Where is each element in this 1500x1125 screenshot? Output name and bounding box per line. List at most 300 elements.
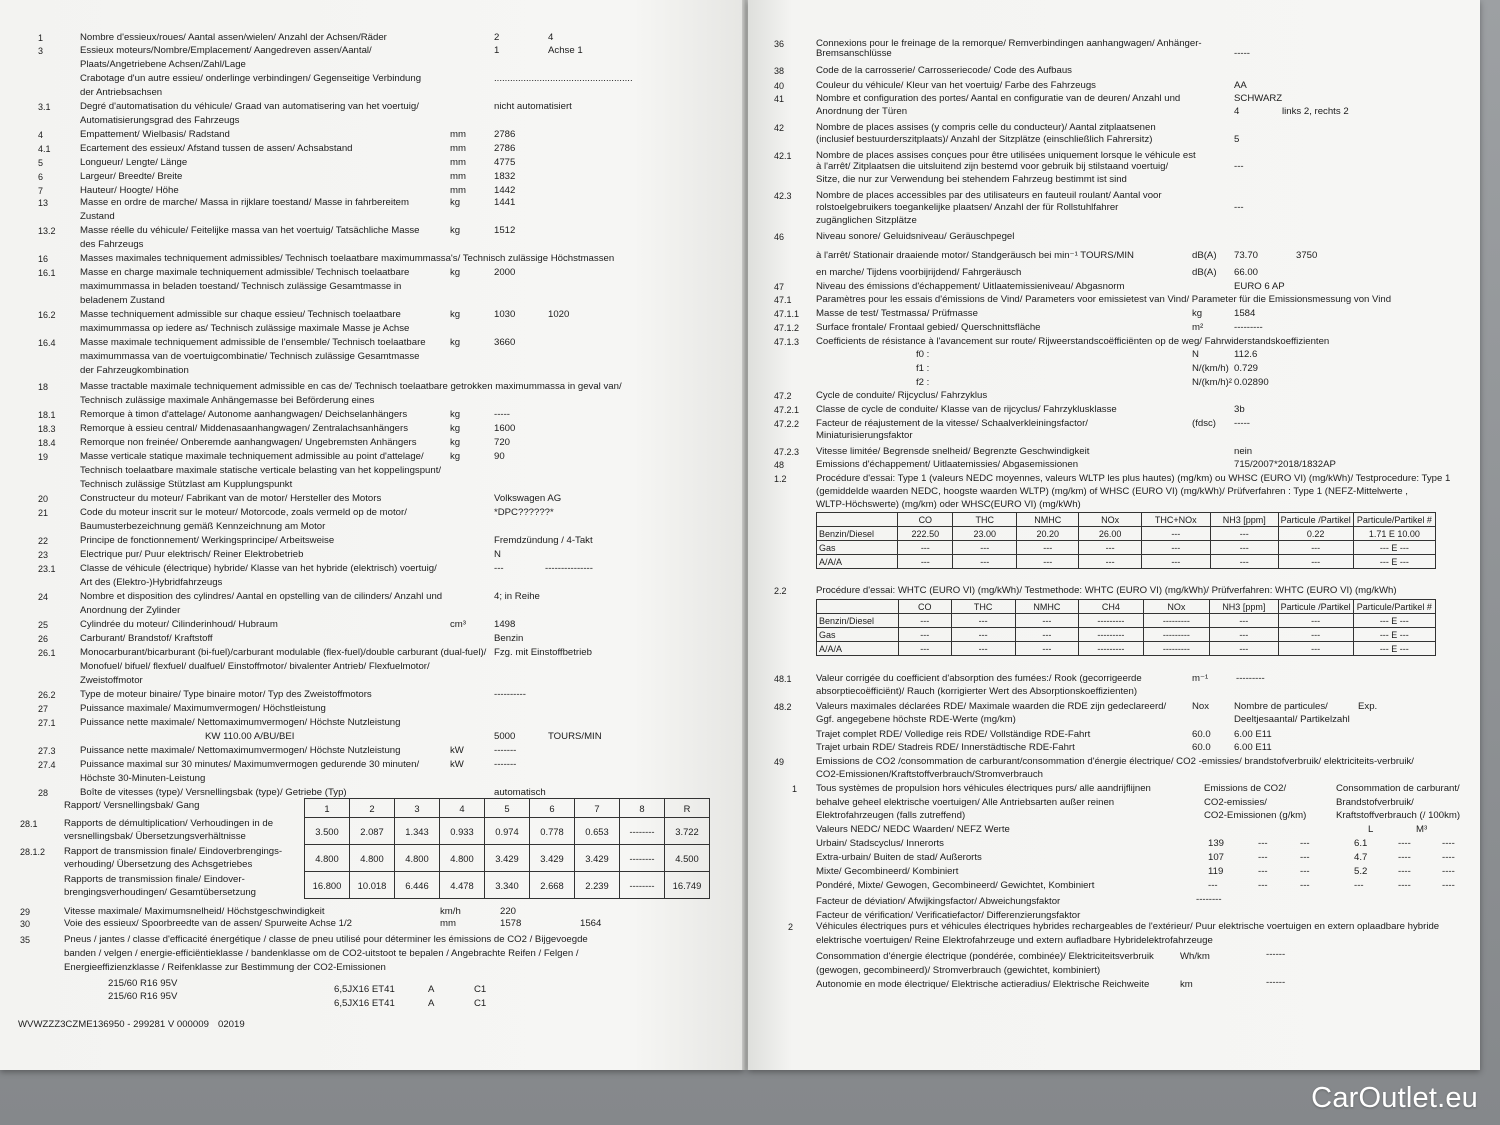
row-number: 2.2 xyxy=(774,586,787,596)
row-value: 1832 xyxy=(494,171,516,182)
row-label: Emissions de CO2 /consommation de carburant/consommation d'énergie électrique/ CO2 -emissies/ brandstofverbruik/ elektriciteits-verbruik/ xyxy=(816,756,1414,767)
row-label: behalve geheel elektrische voertuigen/ Alle Antriebsarten außer reinen xyxy=(816,797,1115,808)
row-number: 16 xyxy=(38,254,49,264)
row-label: Masse en ordre de marche/ Massa in rijklare toestand/ Masse in fahrbereitem xyxy=(80,197,409,208)
row-value: 1441 xyxy=(494,197,516,208)
row-unit: kg xyxy=(1192,308,1203,319)
row-label: KW 110.00 A/BU/BEI xyxy=(205,731,295,742)
row-label: f1 : xyxy=(916,363,930,374)
co2-value-2: --- xyxy=(1258,838,1268,849)
row-number: 19 xyxy=(38,452,49,462)
row-value: AA xyxy=(1234,80,1247,91)
row-number: 6 xyxy=(38,172,44,182)
row-number: 20 xyxy=(38,494,49,504)
consumption-col-heading: Consommation de carburant/ xyxy=(1336,783,1460,794)
gear-cell: 4.478 xyxy=(440,872,485,899)
gear-cell: -------- xyxy=(620,818,665,845)
row-label: versnellingsbak/ Übersetzungsverhältnisse xyxy=(64,831,246,842)
row-unit: mm xyxy=(450,157,466,168)
row-value: Volkswagen AG xyxy=(494,493,562,504)
row-value-2: Exp. xyxy=(1358,701,1378,712)
row-label: Valeurs maximales déclarées RDE/ Maximale waarden die RDE zijn gedeclareerd/ xyxy=(816,701,1167,712)
row-number: 28.1.2 xyxy=(20,847,46,857)
emission-cell: 26.00 xyxy=(1079,527,1141,541)
gear-cell: -------- xyxy=(620,872,665,899)
gear-cell: 4.800 xyxy=(350,845,395,872)
row-label: Rapport de transmission finale/ Eindoverbrengings- xyxy=(64,846,283,857)
row-label: Trajet complet RDE/ Volledige reis RDE/ Vollständige RDE-Fahrt xyxy=(816,729,1091,740)
row-number: 23.1 xyxy=(38,564,56,574)
gear-cell: 3.722 xyxy=(665,818,710,845)
row-label: Miniaturisierungsfaktor xyxy=(816,430,913,441)
row-number: 42.3 xyxy=(774,191,792,201)
gear-ratio-table xyxy=(304,798,710,899)
emission-cell: --- E --- xyxy=(1353,642,1435,656)
row-number: 13 xyxy=(38,198,49,208)
row-number: 18 xyxy=(38,382,49,392)
row-number: 4 xyxy=(38,130,44,140)
tyre-efficiency: A xyxy=(428,998,435,1009)
gear-cell: 2.087 xyxy=(350,818,395,845)
emission-cell: --- xyxy=(1141,541,1210,555)
emission-cell: --- E --- xyxy=(1353,541,1435,555)
row-value: 2786 xyxy=(494,129,516,140)
row-number: 27.3 xyxy=(38,746,56,756)
row-label: Zustand xyxy=(80,211,115,222)
row-number: 36 xyxy=(774,39,785,49)
row-value-2: 4 xyxy=(548,32,554,43)
gear-cell: 3.500 xyxy=(305,818,350,845)
row-label: beladenem Zustand xyxy=(80,295,165,306)
row-value: 1512 xyxy=(494,225,516,236)
row-number: 27 xyxy=(38,704,49,714)
row-unit: mm xyxy=(450,129,466,140)
row-label: Facteur de vérification/ Verificatiefactor/ Differenzierungsfaktor xyxy=(816,910,1081,921)
row-label: Puissance maximal sur 30 minutes/ Maximumvermogen gedurende 30 minuten/ xyxy=(80,759,420,770)
row-label: Facteur de réajustement de la vitesse/ Schaalverkleiningsfactor/ xyxy=(816,418,1088,429)
row-label: Valeurs NEDC/ NEDC Waarden/ NEFZ Werte xyxy=(816,824,1010,835)
rim-size: 6,5JX16 ET41 xyxy=(334,984,395,995)
emission-cell: --- xyxy=(1210,527,1278,541)
emission-col-header: THC xyxy=(951,600,1015,614)
fuel-litre-value: 6.1 xyxy=(1354,838,1368,849)
row-value: 1498 xyxy=(494,619,516,630)
row-value: nein xyxy=(1234,446,1253,457)
row-label: Emissions d'échappement/ Uitlaatemissies/ Abgasemissionen xyxy=(816,459,1079,470)
row-unit: kg xyxy=(450,309,461,320)
gear-cell: 4.800 xyxy=(305,845,350,872)
row-value-2: 3750 xyxy=(1296,250,1318,261)
row-value: 4; in Reihe xyxy=(494,591,540,602)
row-value: ----- xyxy=(1234,48,1250,59)
row-number: 49 xyxy=(774,757,785,767)
row-label: maximummassa van de voertuigcombinatie/ Technisch zulässige Gesamtmasse xyxy=(80,351,420,362)
emission-cell: --- xyxy=(1210,614,1279,628)
co2-value-2: --- xyxy=(1258,852,1268,863)
row-number: 13.2 xyxy=(38,226,56,236)
row-value: 5 xyxy=(1234,134,1240,145)
emission-cell: --------- xyxy=(1079,642,1144,656)
row-label: Code du moteur inscrit sur le moteur/ Motorcode, zoals vermeld op de motor/ xyxy=(80,507,407,518)
row-label: Code de la carrosserie/ Carrosseriecode/ Code des Aufbaus xyxy=(816,65,1072,76)
gear-cell: 3.429 xyxy=(575,845,620,872)
gear-cell: 4.800 xyxy=(440,845,485,872)
row-label: Anordnung der Türen xyxy=(816,106,908,117)
row-label: Classe de véhicule (électrique) hybride/ Klasse van het hybride (elektrisch) voertuig/ xyxy=(80,563,437,574)
row-label: banden / velgen / energie-efficiëntieklasse / bandenklasse om de CO2-uitstoot te bepalen / Angebrachte Reifen / Felgen / xyxy=(64,948,579,959)
row-label: Cylindrée du moteur/ Cilinderinhoud/ Hubraum xyxy=(80,619,278,630)
row-label: Niveau sonore/ Geluidsniveau/ Geräuschpegel xyxy=(816,231,1015,242)
row-number: 38 xyxy=(774,66,785,76)
consumption-col-heading: Kraftstoffverbrauch (/ 100km) xyxy=(1336,810,1461,821)
row-value: 0.02890 xyxy=(1234,377,1269,388)
row-unit: kg xyxy=(450,451,461,462)
row-number: 23 xyxy=(38,550,49,560)
emission-row-label: A/A/A xyxy=(817,555,898,569)
row-number: 47.2 xyxy=(774,391,792,401)
row-value: --- xyxy=(1234,161,1244,172)
co2-row-label: Urbain/ Stadscyclus/ Innerorts xyxy=(816,838,944,849)
fuel-litre-value: 5.2 xyxy=(1354,866,1368,877)
row-value: SCHWARZ xyxy=(1234,93,1283,104)
row-value: ------- xyxy=(494,759,517,770)
watermark-logo: CarOutlet.eu xyxy=(1311,1082,1478,1114)
gear-cell: 0.653 xyxy=(575,818,620,845)
row-label: Nombre de places assises conçues pour être utilisées uniquement lorsque le véhicule est xyxy=(816,150,1196,161)
row-value: 3b xyxy=(1234,404,1245,415)
emission-col-header: THC+NOx xyxy=(1141,513,1210,527)
row-unit: (fdsc) xyxy=(1192,418,1216,429)
row-label: Masse réelle du véhicule/ Feitelijke massa van het voertuig/ Tatsächliche Masse xyxy=(80,225,420,236)
row-label: Facteur de déviation/ Afwijkingsfactor/ Abweichungsfaktor xyxy=(816,896,1061,907)
co2-value: 119 xyxy=(1208,866,1224,877)
emission-cell: --- xyxy=(1017,541,1079,555)
document-footer-vin: WVWZZZ3CZME136950 - 299281 V 000009 xyxy=(18,1019,209,1030)
row-value: 3660 xyxy=(494,337,516,348)
row-value: 4775 xyxy=(494,157,516,168)
row-value: ------ xyxy=(1266,949,1286,960)
gear-cell: -------- xyxy=(620,845,665,872)
row-label: der Antriebsachsen xyxy=(80,87,163,98)
row-label: Sitze, die nur zur Verwendung bei stehendem Fahrzeug bestimmt ist sind xyxy=(816,174,1127,185)
row-number: 26 xyxy=(38,634,49,644)
row-label: Remorque à essieu central/ Middenasaanhangwagen/ Zentralachsanhängers xyxy=(80,423,408,434)
emission-cell: --- xyxy=(1079,541,1141,555)
row-value: --------- xyxy=(1234,322,1263,333)
row-label: verhouding/ Übersetzung des Achsgetriebes xyxy=(64,859,253,870)
row-label: Véhicules électriques purs et véhicules électriques hybrides rechargeables de l'extérieur/ Puur elektrische voertuigen en extern oplaadbare hybride xyxy=(816,921,1440,932)
emission-col-header: NMHC xyxy=(1015,600,1078,614)
row-value: 2786 xyxy=(494,143,516,154)
row-value-2: TOURS/MIN xyxy=(548,731,602,742)
row-value: -------- xyxy=(1196,894,1222,905)
fuel-m3-value: ---- xyxy=(1398,866,1411,877)
row-unit: dB(A) xyxy=(1192,250,1217,261)
row-value: automatisch xyxy=(494,787,546,798)
fuel-value-3: ---- xyxy=(1442,880,1455,891)
row-label: en marche/ Tijdens voorbijrijdend/ Fahrgeräusch xyxy=(816,267,1022,278)
emissions-table-type1 xyxy=(816,512,1436,569)
row-label: Couleur du véhicule/ Kleur van het voertuig/ Farbe des Fahrzeugs xyxy=(816,80,1096,91)
row-label: Consommation d'énergie électrique (pondérée, combinée)/ Elektriciteitsverbruik xyxy=(816,951,1154,962)
row-value: Fremdzündung / 4-Takt xyxy=(494,535,593,546)
emission-col-header: Particule/Partikel # xyxy=(1353,513,1435,527)
emission-row-label: Benzin/Diesel xyxy=(817,614,899,628)
row-label: WLTP-Höchswerte) (mg/km) oder WHSC(EURO VI) (mg/kWh) xyxy=(816,499,1081,510)
emission-row-label: Benzin/Diesel xyxy=(817,527,898,541)
row-number: 27.1 xyxy=(38,718,56,728)
co2-row-label: Pondéré, Mixte/ Gewogen, Gecombineerd/ Gewichtet, Kombiniert xyxy=(816,880,1095,891)
row-number: 18.4 xyxy=(38,438,56,448)
row-value: 1030 xyxy=(494,309,516,320)
row-number: 42.1 xyxy=(774,151,792,161)
row-label: Elektrofahrzeugen (falls zutreffend) xyxy=(816,810,966,821)
emission-cell: --- xyxy=(1210,642,1279,656)
row-label: Vitesse maximale/ Maximumsnelheid/ Höchstgeschwindigkeit xyxy=(64,906,325,917)
row-label: Voie des essieux/ Spoorbreedte van de assen/ Spurweite Achse 1/2 xyxy=(64,918,352,929)
row-label: Carburant/ Brandstof/ Kraftstoff xyxy=(80,633,213,644)
gear-cell: 6.446 xyxy=(395,872,440,899)
emission-col-header: NH3 [ppm] xyxy=(1210,513,1278,527)
emission-col-header: THC xyxy=(953,513,1017,527)
gear-cell: 16.749 xyxy=(665,872,710,899)
row-label: maximummassa in beladen toestand/ Technisch zulässige Gesamtmasse in xyxy=(80,281,402,292)
row-label: Coefficients de résistance à l'avancement sur route/ Rijweerstandscoëfficiënten op de weg/ Fahrwiderstandskoeffizienten xyxy=(816,336,1330,347)
row-unit: Wh/km xyxy=(1180,951,1210,962)
emission-cell: --- xyxy=(1278,628,1353,642)
row-label: Valeur corrigée du coefficient d'absorption des fumées:/ Rook (gecorrigeerde xyxy=(816,673,1142,684)
row-label: Höchste 30-Minuten-Leistung xyxy=(80,773,206,784)
unit-cubic-metre: M³ xyxy=(1416,824,1428,835)
row-label: Degré d'automatisation du véhicule/ Graad van automatisering van het voertuig/ xyxy=(80,101,419,112)
row-label: Masse de test/ Testmassa/ Prüfmasse xyxy=(816,308,978,319)
row-value: 1578 xyxy=(500,918,522,929)
row-number: 47.1.1 xyxy=(774,309,800,319)
gear-cell: 4.500 xyxy=(665,845,710,872)
emission-col-header: NOx xyxy=(1079,513,1141,527)
row-value: 90 xyxy=(494,451,505,462)
row-number: 35 xyxy=(20,935,31,945)
row-unit: kW xyxy=(450,759,464,770)
row-number: 28.1 xyxy=(20,819,38,829)
emission-cell: 222.50 xyxy=(898,527,953,541)
co2-col-heading: Emissions de CO2/ xyxy=(1204,783,1287,794)
row-label: Technisch zulässige Stützlast am Kupplungspunkt xyxy=(80,479,293,490)
row-number: 5 xyxy=(38,158,44,168)
row-value: 1584 xyxy=(1234,308,1256,319)
row-value-2: links 2, rechts 2 xyxy=(1282,106,1349,117)
row-label: rolstoelgebruikers toegankelijke plaatsen/ Anzahl der für Rollstuhlfahrer xyxy=(816,202,1119,213)
row-value: EURO 6 AP xyxy=(1234,281,1285,292)
co2-row-label: Extra-urbain/ Buiten de stad/ Außerorts xyxy=(816,852,982,863)
row-number: 24 xyxy=(38,592,49,602)
row-label: Crabotage d'un autre essieu/ onderlinge verbindingen/ Gegenseitige Verbindung xyxy=(80,73,422,84)
emission-col-header: CO xyxy=(898,513,953,527)
gear-col-header: R xyxy=(665,799,710,818)
emission-cell: --------- xyxy=(1079,614,1144,628)
row-label: Ggf. angegebene höchste RDE-Werte (mg/km) xyxy=(816,714,1016,725)
row-label: Baumusterbezeichnung gemäß Kennzeichnung am Motor xyxy=(80,521,326,532)
row-value: 715/2007*2018/1832AP xyxy=(1234,459,1336,470)
row-number: 3.1 xyxy=(38,102,51,112)
co2-value-3: --- xyxy=(1300,852,1310,863)
row-number: 47.1.2 xyxy=(774,323,800,333)
emission-col-header xyxy=(817,600,899,614)
row-label: Nombre et configuration des portes/ Aantal en configuratie van de deuren/ Anzahl und xyxy=(816,93,1181,104)
row-number: 47.1 xyxy=(774,295,792,305)
row-label: Puissance nette maximale/ Nettomaximumvermogen/ Höchste Nutzleistung xyxy=(80,745,401,756)
row-number: 40 xyxy=(774,81,785,91)
emission-cell: --- xyxy=(1278,555,1353,569)
row-label: Rapports de transmission finale/ Eindover- xyxy=(64,874,245,885)
emission-cell: --- xyxy=(898,541,953,555)
emission-row-label: Gas xyxy=(817,541,898,555)
fuel-litre-value: --- xyxy=(1354,880,1364,891)
row-value-2: 1020 xyxy=(548,309,570,320)
row-value: Deeltjesaantal/ Partikelzahl xyxy=(1234,714,1350,725)
emission-cell: --- xyxy=(951,628,1015,642)
emission-cell: --- xyxy=(951,642,1015,656)
row-number: 7 xyxy=(38,186,44,196)
row-unit: kg xyxy=(450,267,461,278)
row-label: Nombre de places assises (y compris celle du conducteur)/ Aantal zitplaatsenen xyxy=(816,122,1156,133)
row-unit: dB(A) xyxy=(1192,267,1217,278)
emission-row-label: A/A/A xyxy=(817,642,899,656)
gear-col-header: 5 xyxy=(485,799,530,818)
row-number: 47.2.1 xyxy=(774,405,800,415)
row-label: Technisch zulässige maximale Anhängemasse bei Beförderung eines xyxy=(80,395,375,406)
row-label: Tous systèmes de propulsion hors véhicules électriques purs/ alle aandrijflijnen xyxy=(816,783,1151,794)
row-label: Vitesse limitée/ Begrensde snelheid/ Begrenzte Geschwindigkeit xyxy=(816,446,1090,457)
row-value: 73.70 xyxy=(1234,250,1259,261)
row-label: Empattement/ Wielbasis/ Radstand xyxy=(80,129,230,140)
row-label: Paramètres pour les essais d'émissions de Vind/ Parameters voor emissietest van Vind/ Parameter für die Emissionsmessung von Vind xyxy=(816,294,1392,305)
fuel-litre-value: 4.7 xyxy=(1354,852,1368,863)
row-number: 22 xyxy=(38,536,49,546)
row-number: 48 xyxy=(774,460,785,470)
row-label: à l'arrêt/ Stationair draaiende motor/ Standgeräusch bei min⁻¹ TOURS/MIN xyxy=(816,250,1134,261)
row-label: Principe de fonctionnement/ Werkingsprincipe/ Arbeitsweise xyxy=(80,535,335,546)
emission-cell: --- xyxy=(1017,555,1079,569)
co2-value: 139 xyxy=(1208,838,1225,849)
row-label: Trajet urbain RDE/ Stadreis RDE/ Innerstädtische RDE-Fahrt xyxy=(816,742,1075,753)
row-label: Remorque à timon d'attelage/ Autonome aanhangwagen/ Deichselanhängers xyxy=(80,409,408,420)
row-label: CO2-Emissionen/Kraftstoffverbrauch/Stromverbrauch xyxy=(816,769,1043,780)
row-label: Masse verticale statique maximale techniquement admissible au point d'attelage/ xyxy=(80,451,424,462)
emission-cell: --- xyxy=(1278,614,1353,628)
row-label: Puissance maximale/ Maximumvermogen/ Höchstleistung xyxy=(80,703,326,714)
emission-cell: 20.20 xyxy=(1017,527,1079,541)
fuel-value-3: ---- xyxy=(1442,838,1455,849)
row-number: 28 xyxy=(38,788,49,798)
row-value: 2000 xyxy=(494,267,516,278)
gear-cell: 0.933 xyxy=(440,818,485,845)
row-unit: kg xyxy=(450,437,461,448)
row-unit: kW xyxy=(450,745,464,756)
fuel-value-3: ---- xyxy=(1442,866,1455,877)
row-label: Classe de cycle de conduite/ Klasse van de rijcyclus/ Fahrzyklusklasse xyxy=(816,404,1117,415)
row-label: Technisch toelaatbare maximale statische verticale belasting van het koppelingspunt/ xyxy=(80,465,442,476)
emission-col-header: Particule/Partikel # xyxy=(1353,600,1435,614)
emission-cell: --------- xyxy=(1079,628,1144,642)
gear-col-header: 6 xyxy=(530,799,575,818)
emission-cell: --- xyxy=(951,614,1015,628)
row-value-2: Achse 1 xyxy=(548,45,583,56)
row-label: Plaats/Angetriebene Achsen/Zahl/Lage xyxy=(80,59,246,70)
row-value: 6.00 E11 xyxy=(1234,742,1272,753)
row-label: Type de moteur binaire/ Type binaire motor/ Typ des Zweistoffmotors xyxy=(80,689,372,700)
gear-cell: 16.800 xyxy=(305,872,350,899)
emission-col-header xyxy=(817,513,898,527)
emissions-table-whtc xyxy=(816,599,1436,656)
row-label: brengingsverhoudingen/ Gesamtübersetzung xyxy=(64,887,257,898)
gear-col-header: 3 xyxy=(395,799,440,818)
row-value: 1600 xyxy=(494,423,516,434)
emission-cell: --- xyxy=(1210,555,1278,569)
emission-cell: --- xyxy=(1278,541,1353,555)
row-label: Constructeur du moteur/ Fabrikant van de motor/ Hersteller des Motors xyxy=(80,493,382,504)
row-number: 26.1 xyxy=(38,648,56,658)
row-label: Automatisierungsgrad des Fahrzeugs xyxy=(80,115,240,126)
row-label: (inclusief bestuurderszitplaats)/ Anzahl der Sitzplätze (einschließlich Fahrersitz) xyxy=(816,134,1153,145)
row-number: 48.2 xyxy=(774,702,792,712)
row-label: Zweistoffmotor xyxy=(80,675,143,686)
row-value-2: --------------- xyxy=(545,563,593,574)
gear-table-heading: Rapport/ Versnellingsbak/ Gang xyxy=(64,800,200,811)
row-value: Fzg. mit Einstoffbetrieb xyxy=(494,647,592,658)
gear-cell: 2.239 xyxy=(575,872,620,899)
row-number: 42 xyxy=(774,123,785,133)
gear-cell: 10.018 xyxy=(350,872,395,899)
row-unit: Nox xyxy=(1192,701,1210,712)
emission-cell: --- xyxy=(1210,628,1279,642)
row-value: 6.00 E11 xyxy=(1234,729,1272,740)
row-value: 66.00 xyxy=(1234,267,1259,278)
tyre-size: 215/60 R16 95V xyxy=(108,978,178,989)
row-number: 18.3 xyxy=(38,424,56,434)
row-unit: mm xyxy=(440,918,456,929)
row-number: 48.1 xyxy=(774,674,792,684)
tyre-efficiency: A xyxy=(428,984,435,995)
row-label: Masse maximale techniquement admissible de l'ensemble/ Technisch toelaatbare xyxy=(80,337,426,348)
emission-cell: --- xyxy=(899,614,951,628)
row-value: 2 xyxy=(494,32,500,43)
emission-cell: --- E --- xyxy=(1353,614,1435,628)
row-unit: mm xyxy=(450,171,466,182)
row-number: 1 xyxy=(792,784,798,794)
co2-value-3: --- xyxy=(1300,866,1310,877)
co2-col-heading: CO2-emissies/ xyxy=(1204,797,1267,808)
row-unit: kg xyxy=(450,423,461,434)
row-number: 47.2.2 xyxy=(774,419,800,429)
emission-cell: --- xyxy=(1210,541,1278,555)
gear-cell: 2.668 xyxy=(530,872,575,899)
row-label: Masses maximales techniquement admissibles/ Technisch toelaatbare maximummassa's/ Technisch zulässige Höchstmassen xyxy=(80,253,615,264)
row-number: 16.2 xyxy=(38,310,56,320)
tyre-class: C1 xyxy=(474,998,487,1009)
row-unit: kg xyxy=(450,225,461,236)
gear-col-header: 1 xyxy=(305,799,350,818)
unit-litre: L xyxy=(1368,824,1374,835)
row-label: Electrique pur/ Puur elektrisch/ Reiner Elektrobetrieb xyxy=(80,549,304,560)
row-number: 41 xyxy=(774,94,785,104)
emission-row-label: Gas xyxy=(817,628,899,642)
row-number: 16.4 xyxy=(38,338,56,348)
gear-col-header: 4 xyxy=(440,799,485,818)
row-label: Bremsanschlüsse xyxy=(816,48,892,59)
row-number: 16.1 xyxy=(38,268,56,278)
row-label: Hauteur/ Hoogte/ Höhe xyxy=(80,185,179,196)
